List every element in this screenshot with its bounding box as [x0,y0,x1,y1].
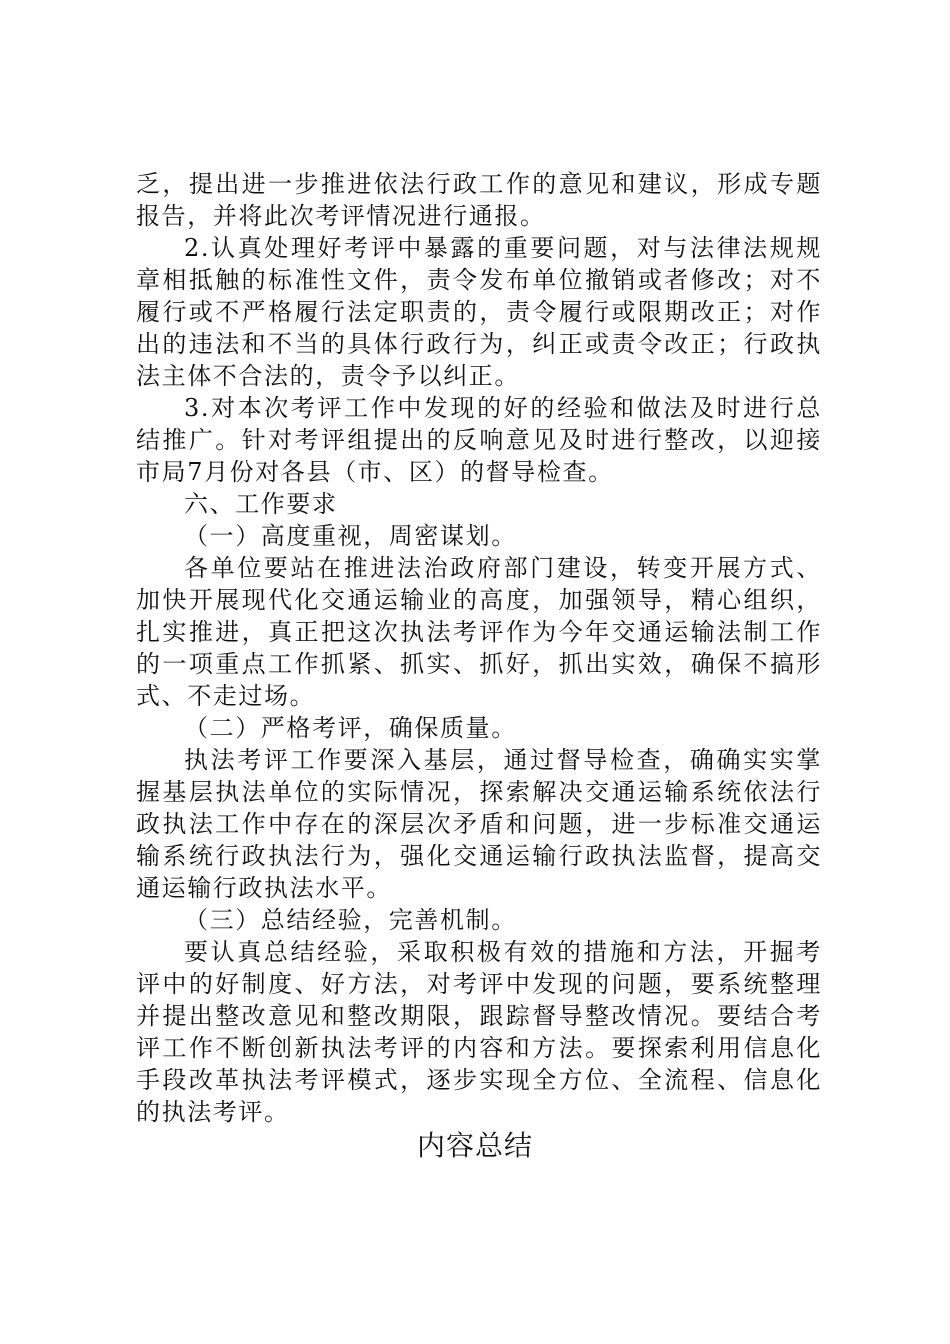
summary-title: 内容总结 [416,1129,533,1162]
paragraph-item-2: 2.认真处理好考评中暴露的重要问题，对与法律法规规章相抵触的标准性文件，责令发布单位撤销或者修改；对不履行或不严格履行法定职责的，责令履行或限期改正；对作出的违法和不当的具体行政行为，纠正或责令改正；行政执法主体不合法的，责令予以纠正。 [136,234,822,390]
subheading-3: （三）总结经验，完善机制。 [184,906,517,934]
paragraph-continuation: 乏，提出进一步推进依法行政工作的意见和建议，形成专题报告，并将此次考评情况进行通报。 [136,170,822,230]
paragraph-subsection-1: 各单位要站在推进法治政府部门建设，转变开展方式、加快开展现代化交通运输业的高度，加强领导，精心组织，扎实推进，真正把这次执法考评作为今年交通运输法制工作的一项重点工作抓紧、抓实、抓好，抓出实效，确保不搞形式、不走过场。 [136,554,822,710]
paragraph-subsection-3: 要认真总结经验，采取积极有效的措施和方法，开掘考评中的好制度、好方法，对考评中发现的问题，要系统整理并提出整改意见和整改期限，跟踪督导整改情况。要结合考评工作不断创新执法考评的内容和方法。要探索利用信息化手段改革执法考评模式，逐步实现全方位、全流程、信息化的执法考评。 [136,938,822,1126]
subheading-1: （一）高度重视，周密谋划。 [184,522,517,550]
paragraph-subsection-2: 执法考评工作要深入基层，通过督导检查，确确实实掌握基层执法单位的实际情况，探索解决交通运输系统依法行政执法工作中存在的深层次矛盾和问题，进一步标准交通运输系统行政执法行为，强化交通运输行政执法监督，提高交通运输行政执法水平。 [136,746,822,902]
subheading-2: （二）严格考评，确保质量。 [184,714,517,742]
paragraph-item-3: 3.对本次考评工作中发现的好的经验和做法及时进行总结推广。针对考评组提出的反响意见及时进行整改，以迎接市局7月份对各县（市、区）的督导检查。 [136,394,822,486]
document-body [136,168,822,1128]
section-heading-work-requirements: 六、工作要求 [184,490,338,518]
